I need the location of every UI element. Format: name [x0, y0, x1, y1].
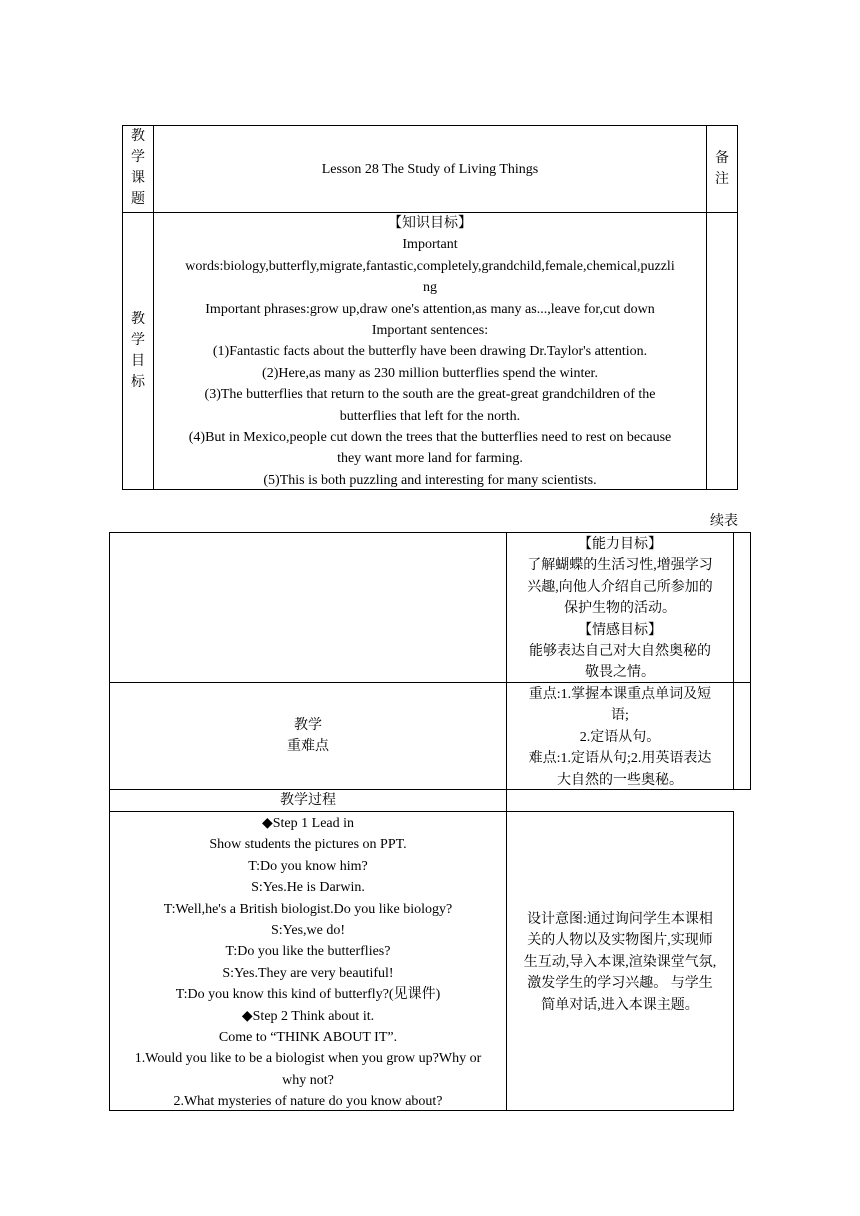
keypoint-line: 2.定语从句。 [579, 729, 661, 745]
keypoints-content [507, 684, 733, 791]
keypoints-header [110, 715, 506, 758]
keypoint-line: 重点:1.掌握本课重点单词及短 [528, 687, 712, 702]
lesson-title: Lesson 28 The Study of Living Things [321, 162, 539, 177]
objective-line: words:biology,butterfly,migrate,fantastic,completely,grandchild,female,chemical,puzzli [185, 258, 675, 274]
table-border [109, 532, 751, 533]
design-intent [507, 909, 733, 1016]
header-char: 教 [131, 129, 145, 144]
knowledge-objectives [154, 213, 706, 491]
objective-line: (1)Fantastic facts about the butterfly have been drawing Dr.Taylor's attention. [212, 344, 648, 360]
continued-label: 续表 [710, 514, 738, 529]
header-char: 教 [131, 312, 145, 327]
process-line: S:Yes.They are very beautiful! [222, 965, 394, 981]
header-char: 标 [131, 375, 145, 390]
objective-line: (3)The butterflies that return to the south are the great-great grandchildren of the [204, 387, 656, 403]
header-char: 学 [131, 333, 145, 348]
objective-line: 【知识目标】 [388, 216, 472, 231]
design-line: 生互动,导入本课,渲染课堂气氛, [523, 954, 717, 970]
header-line: 重难点 [287, 739, 329, 755]
objective-line: they want more land for farming. [337, 451, 523, 467]
design-line: 设计意图:通过询问学生本课相 [527, 912, 713, 927]
process-line: T:Well,he's a British biologist.Do you like biology? [163, 901, 453, 917]
objective-line: butterflies that left for the north. [339, 408, 521, 424]
objective-line: (4)But in Mexico,people cut down the trees that the butterflies need to rest on because [188, 430, 672, 446]
keypoint-line: 难点:1.定语从句;2.用英语表达 [528, 751, 712, 767]
table-border [750, 532, 751, 790]
process-line: ◆Step 2 Think about it. [241, 1008, 375, 1024]
objective-line: 保护生物的活动。 [564, 601, 676, 617]
table-border [737, 125, 738, 490]
objective-line: ng [423, 280, 437, 296]
process-line: ◆Step 1 Lead in [261, 816, 355, 831]
objective-line: Important [402, 237, 458, 253]
objective-line: Important sentences: [371, 323, 489, 339]
process-line: T:Do you know him? [248, 858, 368, 874]
process-line: T:Do you like the butterflies? [225, 944, 391, 960]
header-char: 题 [131, 192, 145, 207]
process-line: Come to “THINK ABOUT IT”. [218, 1030, 398, 1046]
objective-line: Important phrases:grow up,draw one's attention,as many as...,leave for,cut down [205, 301, 655, 317]
header-char: 备 [715, 151, 729, 166]
design-line: 激发学生的学习兴趣。 与学生 [527, 976, 713, 992]
ability-emotion-objectives [507, 534, 733, 684]
objective-line: 【能力目标】 [578, 537, 662, 552]
table-border [733, 811, 734, 1111]
design-line: 简单对话,进入本课主题。 [541, 997, 699, 1013]
keypoint-line: 大自然的一些奥秘。 [557, 772, 683, 788]
objective-line: 兴趣,向他人介绍自己所参加的 [527, 579, 713, 595]
process-line: Show students the pictures on PPT. [209, 837, 407, 853]
teaching-process-content [110, 813, 506, 1113]
objectives-header [123, 309, 153, 393]
process-line: 2.What mysteries of nature do you know about? [173, 1094, 443, 1110]
table-border [122, 125, 738, 126]
header-char: 课 [131, 171, 145, 186]
header-line: 教学 [294, 718, 322, 733]
process-line: why not? [282, 1072, 334, 1088]
objective-line: 了解蝴蝶的生活习性,增强学习 [527, 558, 713, 574]
objective-line: (5)This is both puzzling and interesting for many scientists. [263, 472, 597, 488]
process-line: 1.Would you like to be a biologist when you grow up?Why or [134, 1051, 482, 1067]
process-line: S:Yes,we do! [270, 923, 346, 939]
remark-header [707, 148, 737, 190]
objective-line: (2)Here,as many as 230 million butterflies spend the winter. [262, 365, 598, 381]
design-line: 关的人物以及实物图片,实现师 [527, 933, 713, 949]
header-char: 目 [131, 354, 145, 369]
lesson-topic-header [123, 126, 153, 210]
keypoint-line: 语; [611, 708, 629, 724]
header-char: 学 [131, 150, 145, 165]
header-char: 注 [715, 172, 729, 187]
objective-line: 敬畏之情。 [585, 665, 655, 681]
process-line: S:Yes.He is Darwin. [251, 880, 365, 896]
process-line: T:Do you know this kind of butterfly?(见课件) [175, 987, 441, 1003]
objective-line: 【情感目标】 [578, 622, 662, 638]
process-header: 教学过程 [280, 793, 336, 808]
objective-line: 能够表达自己对大自然奥秘的 [529, 644, 711, 660]
table-border [733, 532, 734, 790]
